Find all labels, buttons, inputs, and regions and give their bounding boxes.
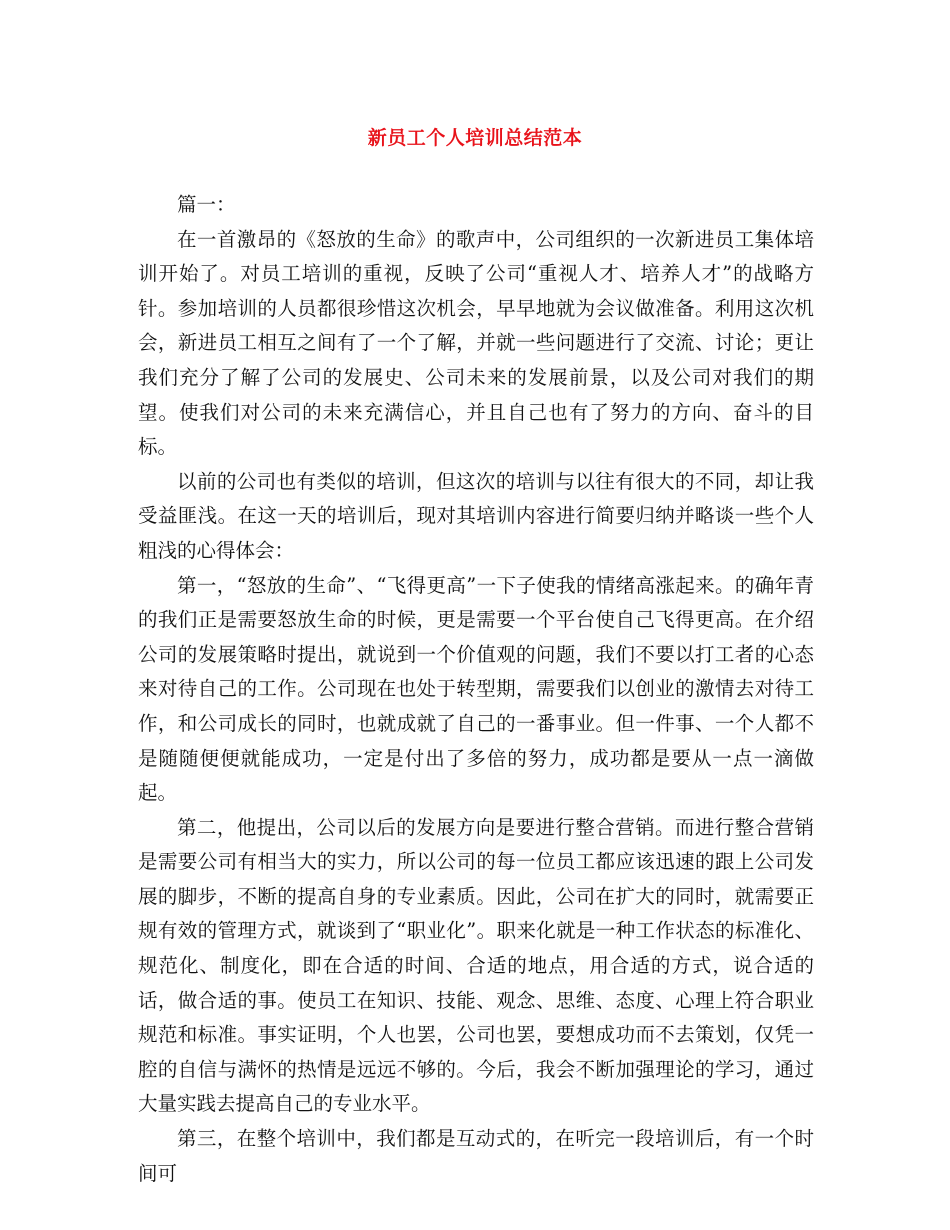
document-title: 新员工个人培训总结范本	[367, 127, 583, 149]
paragraph-intro: 在一首激昂的《怒放的生命》的歌声中，公司组织的一次新进员工集体培训开始了。对员工培训的重视，反映了公司“重视人才、培养人才”的战略方针。参加培训的人员都很珍惜这次机会，早早地就为会议做准备。利用这次机会，新进员工相互之间有了一个了解，并就一些问题进行了交流、讨论；更让我们充分了解了公司的发展史、公司未来的发展前景，以及公司对我们的期望。使我们对公司的未来充满信心，并且自己也有了努力的方向、奋斗的目标。	[138, 227, 814, 459]
paragraph-point-three: 第三，在整个培训中，我们都是互动式的，在听完一段培训后，有一个时间可	[138, 1127, 814, 1185]
paragraph-previous-training: 以前的公司也有类似的培训，但这次的培训与以往有很大的不同，却让我受益匪浅。在这一天的培训后，现对其培训内容进行简要归纳并略谈一些个人粗浅的心得体会：	[138, 469, 814, 562]
section-label: 篇一：	[177, 193, 236, 216]
paragraph-point-one: 第一，“怒放的生命”、“飞得更高”一下子使我的情绪高涨起来。的确年青的我们正是需要怒放生命的时候，更是需要一个平台使自己飞得更高。在介绍公司的发展策略时提出，就说到一个价值观的问题，我们不要以打工者的心态来对待自己的工作。公司现在也处于转型期，需要我们以创业的激情去对待工作，和公司成长的同时，也就成就了自己的一番事业。但一件事、一个人都不是随随便便就能成功，一定是付出了多倍的努力，成功都是要从一点一滴做起。	[138, 573, 814, 805]
paragraph-point-two: 第二，他提出，公司以后的发展方向是要进行整合营销。而进行整合营销是需要公司有相当大的实力，所以公司的每一位员工都应该迅速的跟上公司发展的脚步，不断的提高自身的专业素质。因此，公司在扩大的同时，就需要正规有效的管理方式，就谈到了“职业化”。职来化就是一种工作状态的标准化、规范化、制度化，即在合适的时间、合适的地点，用合适的方式，说合适的话，做合适的事。使员工在知识、技能、观念、思维、态度、心理上符合职业规范和标准。事实证明，个人也罢，公司也罢，要想成功而不去策划，仅凭一腔的自信与满怀的热情是远远不够的。今后，我会不断加强理论的学习，通过大量实践去提高自己的专业水平。	[138, 815, 814, 1116]
document-body	[138, 188, 814, 1191]
